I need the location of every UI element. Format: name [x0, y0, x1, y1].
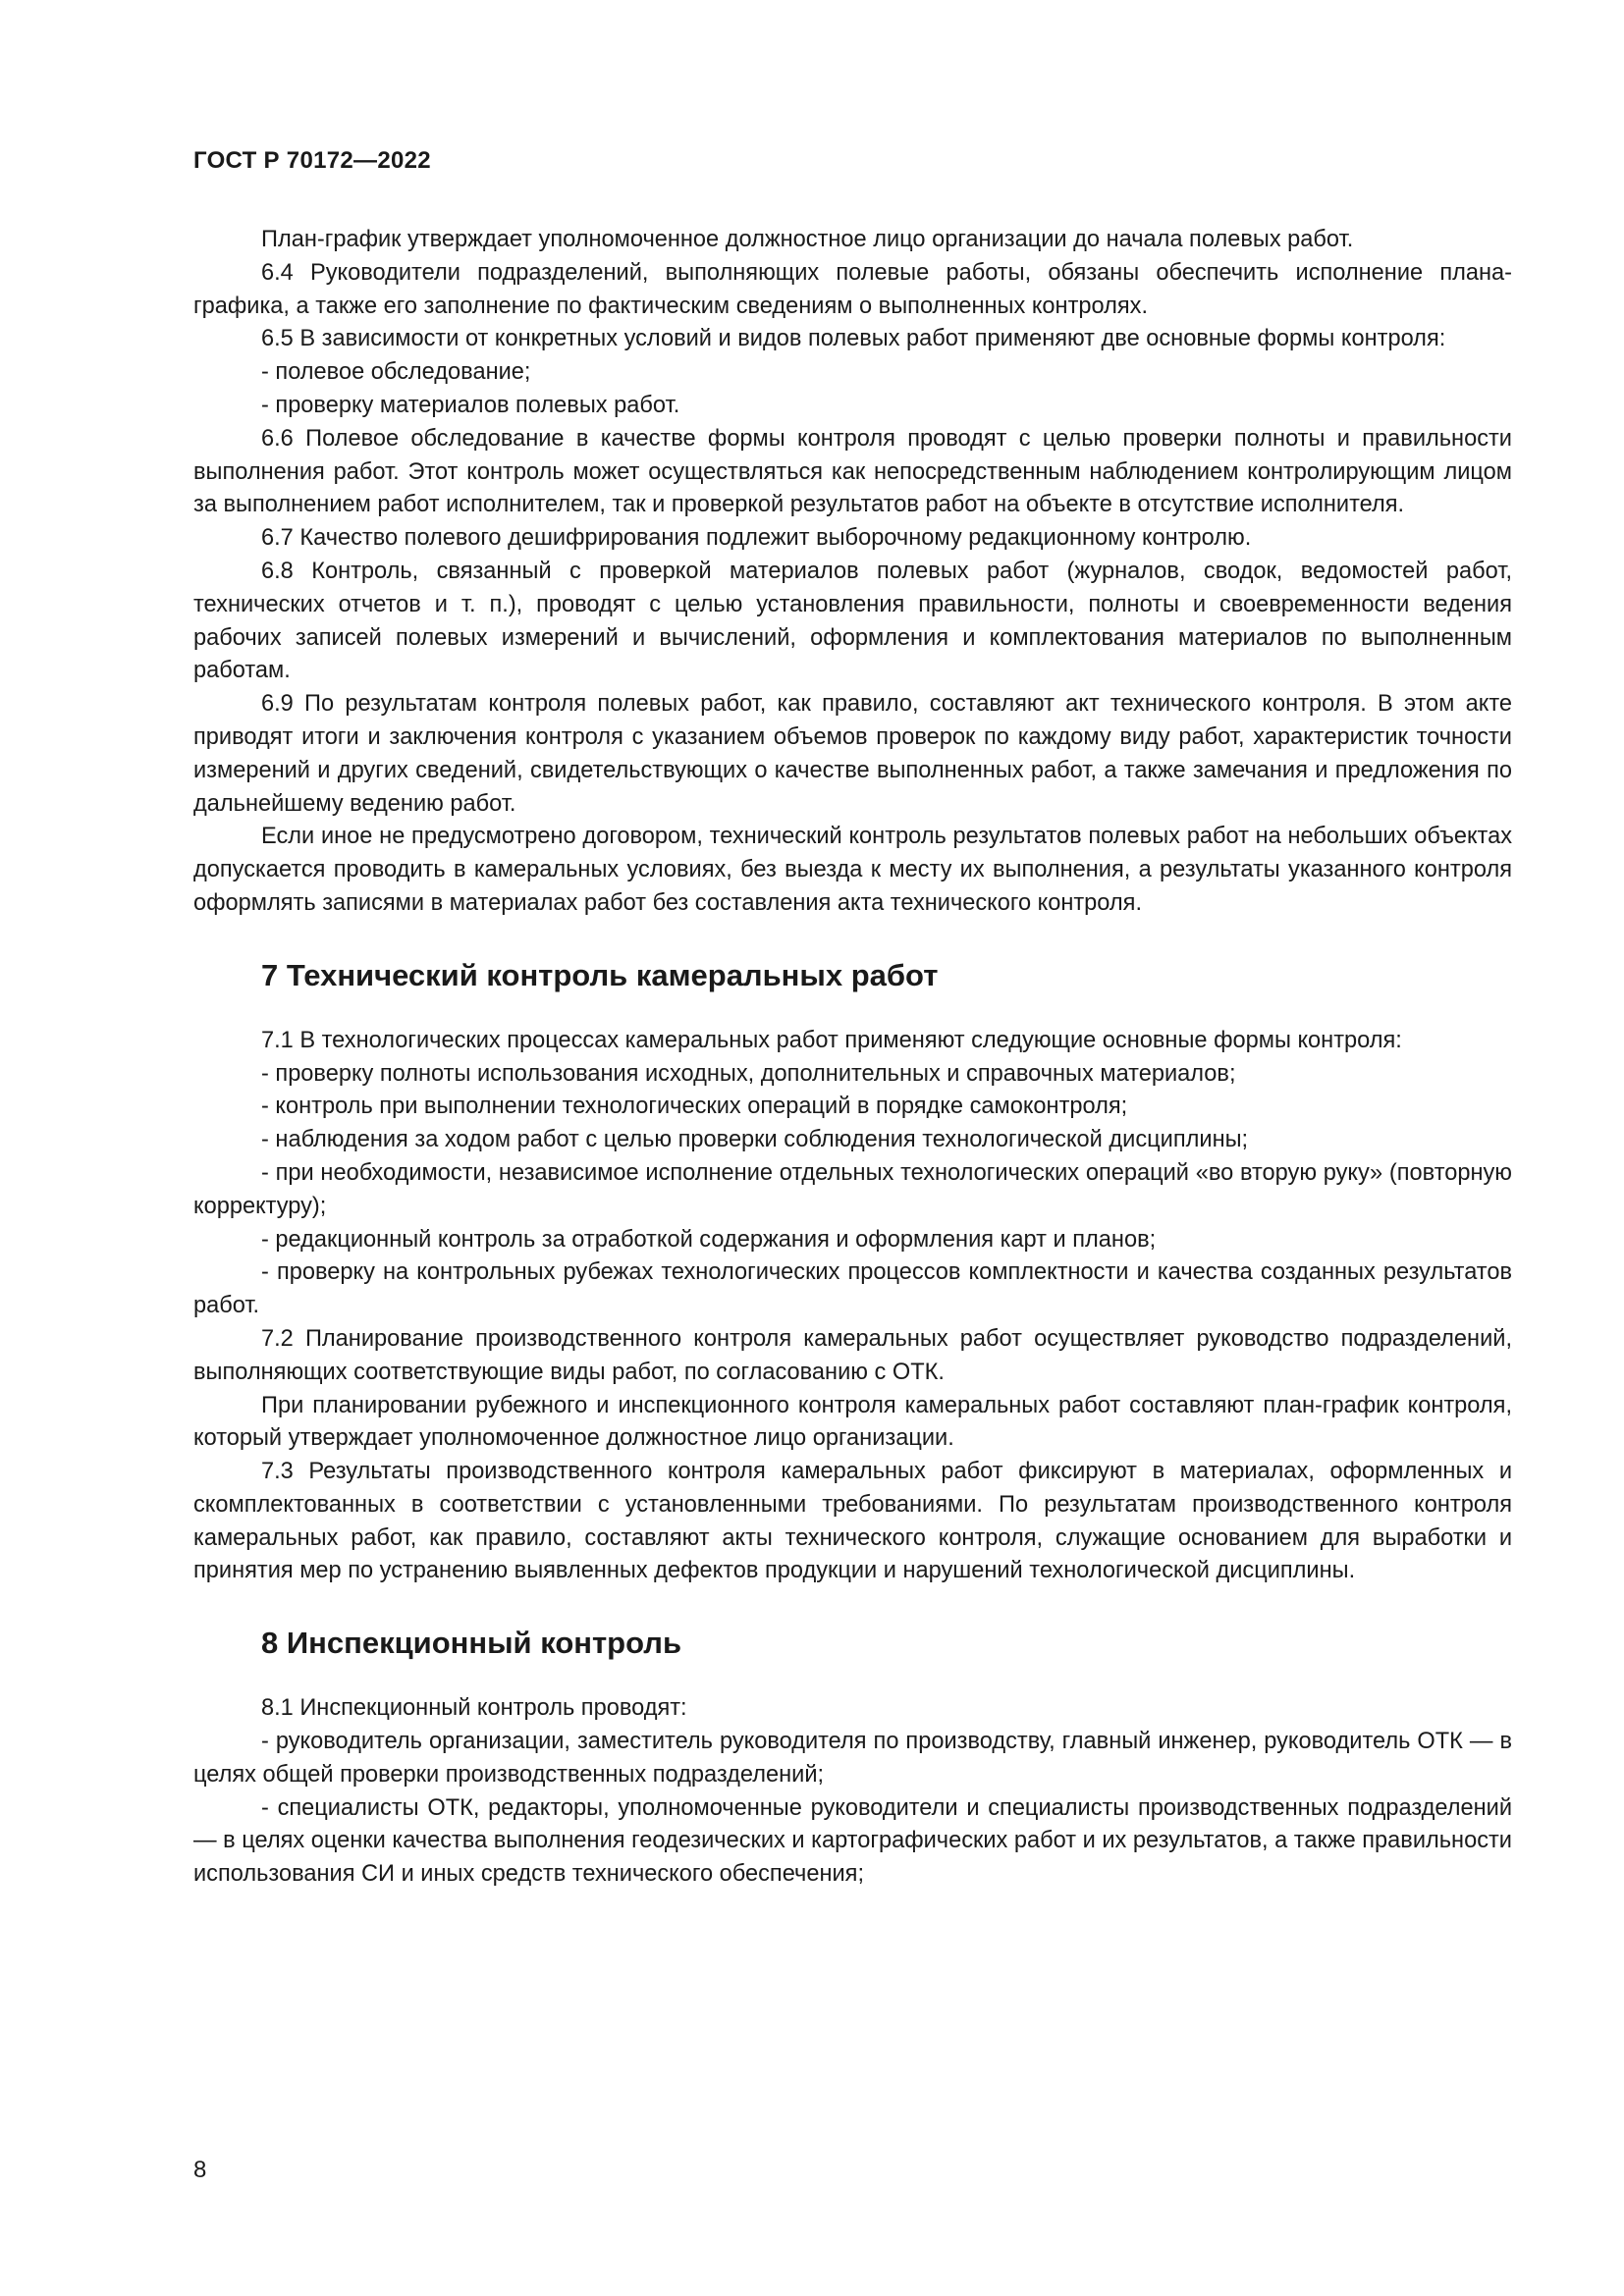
- paragraph: 6.5 В зависимости от конкретных условий и видов полевых работ применяют две основные формы контроля:: [261, 326, 1446, 352]
- standard-code-header: ГОСТ Р 70172—2022: [193, 147, 431, 174]
- paragraph: 6.7 Качество полевого дешифрирования подлежит выборочному редакционному контролю.: [261, 525, 1252, 552]
- paragraph: 6.8 Контроль, связанный с проверкой материалов полевых работ (журналов, сводок, ведомостей работ, технических отчетов и т. п.), проводят с целью установления правильности, полноты и своевременности ведения рабочих записей полевых измерений и вычислений, оформления и комплектования материалов по выполненным работам.: [193, 558, 1512, 684]
- paragraph: При планировании рубежного и инспекционного контроля камеральных работ составляют план-график контроля, который утверждает уполномоченное должностное лицо организации.: [193, 1392, 1512, 1452]
- list-item: - редакционный контроль за отработкой содержания и оформления карт и планов;: [261, 1226, 1157, 1253]
- paragraph: 6.9 По результатам контроля полевых работ, как правило, составляют акт технического контроля. В этом акте приводят итоги и заключения контроля с указанием объемов проверок по каждому виду работ, характеристик точности измерений и других сведений, свидетельствующих о качестве выполненных работ, а также замечания и предложения по дальнейшему ведению работ.: [193, 691, 1512, 817]
- section7-body: [193, 1025, 1512, 1589]
- list-item: - контроль при выполнении технологических операций в порядке самоконтроля;: [261, 1094, 1128, 1120]
- paragraph: 6.6 Полевое обследование в качестве формы контроля проводят с целью проверки полноты и правильности выполнения работ. Этот контроль может осуществляться как непосредственным наблюдением контролирующим лицом за выполнением работ исполнителем, так и проверкой результатов работ на объекте в отсутствие исполнителя.: [193, 425, 1512, 518]
- paragraph: 8.1 Инспекционный контроль проводят:: [261, 1695, 687, 1722]
- list-item: - руководитель организации, заместитель руководителя по производству, главный инженер, руководитель ОТК — в целях общей проверки производственных подразделений;: [193, 1729, 1512, 1788]
- paragraph: План-график утверждает уполномоченное должностное лицо организации до начала полевых работ.: [261, 227, 1354, 252]
- paragraph: 7.3 Результаты производственного контроля камеральных работ фиксируют в материалах, оформленных и скомплектованных в соответствии с установленными требованиями. По результатам производственного контроля камеральных работ, как правило, составляют акты технического контроля, служащие основанием для выработки и принятия мер по устранению выявленных дефектов продукции и нарушений технологической дисциплины.: [193, 1459, 1512, 1584]
- section-heading-7: 7 Технический контроль камеральных работ: [261, 957, 939, 992]
- list-item: - при необходимости, независимое исполнение отдельных технологических операций «во вторую руку» (повторную корректуру);: [193, 1159, 1512, 1219]
- page-content: [193, 224, 1512, 1892]
- paragraph: Если иное не предусмотрено договором, технический контроль результатов полевых работ на небольших объектах допускается проводить в камеральных условиях, без выезда к месту их выполнения, а результаты указанного контроля оформлять записями в материалах работ без составления акта технического контроля.: [193, 824, 1512, 916]
- section-heading-8: 8 Инспекционный контроль: [261, 1626, 682, 1661]
- paragraph: 6.4 Руководители подразделений, выполняющих полевые работы, обязаны обеспечить исполнение плана-графика, а также его заполнение по фактическим сведениям о выполненных контролях.: [193, 259, 1512, 319]
- section6-continuation: [193, 224, 1512, 921]
- paragraph: 7.1 В технологических процессах камеральных работ применяют следующие основные формы контроля:: [261, 1027, 1402, 1053]
- section8-body: [193, 1692, 1512, 1892]
- list-item: - проверку на контрольных рубежах технологических процессов комплектности и качества созданных результатов работ.: [193, 1259, 1512, 1319]
- page-number: 8: [193, 2157, 207, 2183]
- list-item: - проверку материалов полевых работ.: [261, 392, 680, 418]
- list-item: - полевое обследование;: [261, 359, 531, 386]
- list-item: - специалисты ОТК, редакторы, уполномоченные руководители и специалисты производственных подразделений — в целях оценки качества выполнения геодезических и картографических работ и их результатов, а также правильности использования СИ и иных средств технического обеспечения;: [193, 1794, 1512, 1888]
- paragraph: 7.2 Планирование производственного контроля камеральных работ осуществляет руководство подразделений, выполняющих соответствующие виды работ, по согласованию с ОТК.: [193, 1325, 1512, 1385]
- list-item: - проверку полноты использования исходных, дополнительных и справочных материалов;: [261, 1060, 1236, 1087]
- list-item: - наблюдения за ходом работ с целью проверки соблюдения технологической дисциплины;: [261, 1127, 1249, 1153]
